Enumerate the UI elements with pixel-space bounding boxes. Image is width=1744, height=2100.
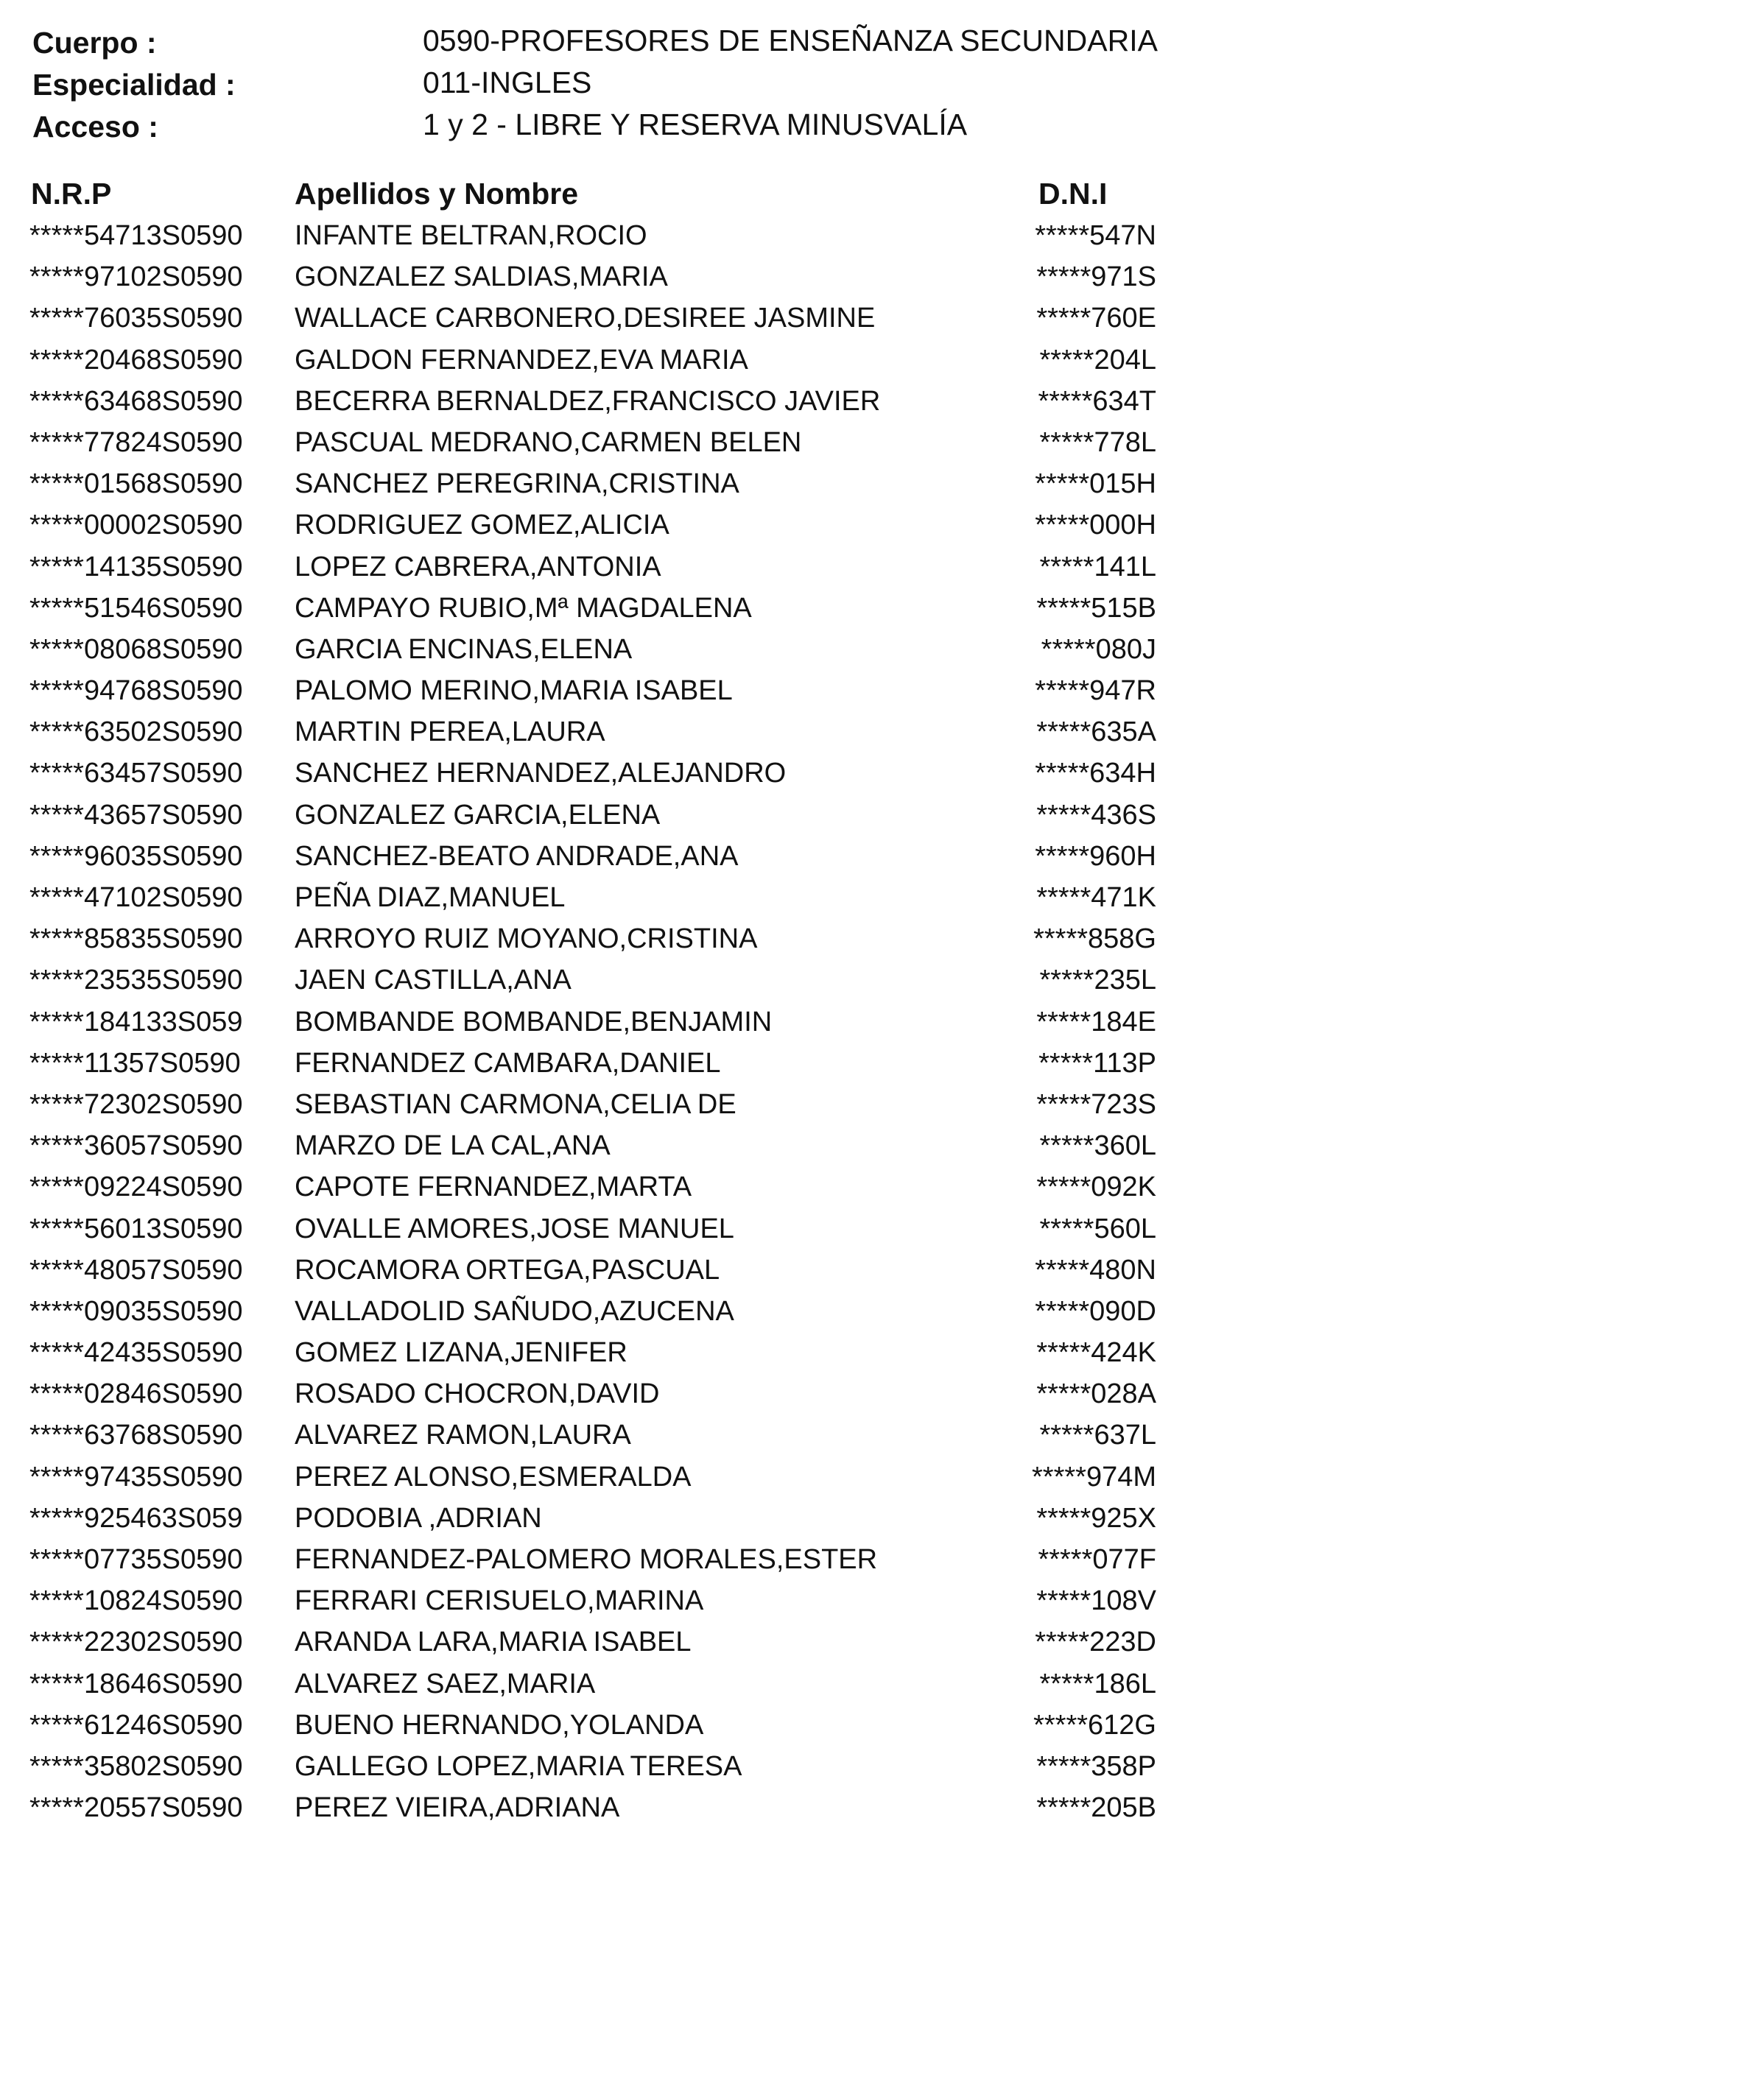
name-cell: ROCAMORA ORTEGA,PASCUAL — [295, 1254, 720, 1286]
name-cell: PEREZ ALONSO,ESMERALDA — [295, 1461, 692, 1493]
table-row — [29, 1001, 1178, 1043]
nrp-cell: *****63468S0590 — [29, 385, 243, 417]
table-row — [29, 1291, 1178, 1332]
dni-cell: *****635A — [1036, 716, 1156, 748]
name-cell: MARTIN PEREA,LAURA — [295, 716, 605, 748]
name-cell: SEBASTIAN CARMONA,CELIA DE — [295, 1088, 736, 1120]
dni-cell: *****204L — [1039, 344, 1156, 376]
dni-cell: *****723S — [1036, 1088, 1156, 1120]
nrp-cell: *****18646S0590 — [29, 1668, 243, 1699]
table-row — [29, 381, 1178, 422]
dni-cell: *****028A — [1036, 1378, 1156, 1410]
nrp-cell: *****22302S0590 — [29, 1627, 243, 1658]
name-cell: PEREZ VIEIRA,ADRIANA — [295, 1792, 620, 1824]
dni-cell: *****560L — [1039, 1213, 1156, 1244]
column-header-name: Apellidos y Nombre — [295, 177, 579, 211]
name-cell: CAMPAYO RUBIO,Mª MAGDALENA — [295, 592, 752, 624]
nrp-cell: *****42435S0590 — [29, 1337, 243, 1369]
dni-cell: *****436S — [1036, 799, 1156, 831]
nrp-cell: *****97435S0590 — [29, 1461, 243, 1493]
nrp-cell: *****72302S0590 — [29, 1088, 243, 1120]
dni-cell: *****471K — [1036, 882, 1156, 913]
name-cell: SANCHEZ PEREGRINA,CRISTINA — [295, 468, 739, 500]
name-cell: BECERRA BERNALDEZ,FRANCISCO JAVIER — [295, 385, 881, 417]
nrp-cell: *****00002S0590 — [29, 510, 243, 541]
nrp-cell: *****47102S0590 — [29, 882, 243, 913]
table-row — [29, 629, 1178, 670]
dni-cell: *****090D — [1035, 1295, 1156, 1327]
table-row — [29, 1787, 1178, 1828]
dni-cell: *****360L — [1039, 1130, 1156, 1162]
nrp-cell: *****43657S0590 — [29, 799, 243, 831]
table-row — [29, 215, 1178, 256]
especialidad-value: 011-INGLES — [423, 66, 592, 99]
table-row — [29, 711, 1178, 753]
table-row — [29, 1621, 1178, 1663]
nrp-cell: *****63457S0590 — [29, 758, 243, 789]
name-cell: ARANDA LARA,MARIA ISABEL — [295, 1627, 692, 1658]
nrp-cell: *****63768S0590 — [29, 1420, 243, 1451]
dni-cell: *****000H — [1035, 510, 1156, 541]
table-row — [29, 1166, 1178, 1208]
table-row — [29, 959, 1178, 1001]
dni-cell: *****974M — [1032, 1461, 1156, 1493]
name-cell: JAEN CASTILLA,ANA — [295, 965, 572, 996]
dni-cell: *****547N — [1035, 220, 1156, 251]
table-row — [29, 297, 1178, 339]
cuerpo-row — [32, 22, 1284, 64]
nrp-cell: *****07735S0590 — [29, 1544, 243, 1575]
name-cell: GONZALEZ GARCIA,ELENA — [295, 799, 661, 831]
table-row — [29, 422, 1178, 463]
acceso-row — [32, 106, 1284, 148]
dni-cell: *****015H — [1035, 468, 1156, 500]
name-cell: LOPEZ CABRERA,ANTONIA — [295, 551, 661, 582]
table-row — [29, 1456, 1178, 1498]
nrp-cell: *****20557S0590 — [29, 1792, 243, 1824]
name-cell: ALVAREZ RAMON,LAURA — [295, 1420, 631, 1451]
table-row — [29, 1746, 1178, 1787]
nrp-cell: *****925463S059 — [29, 1502, 243, 1534]
nrp-cell: *****97102S0590 — [29, 261, 243, 293]
name-cell: ARROYO RUIZ MOYANO,CRISTINA — [295, 923, 758, 955]
nrp-cell: *****09224S0590 — [29, 1171, 243, 1203]
dni-cell: *****235L — [1039, 965, 1156, 996]
table-row — [29, 256, 1178, 297]
name-cell: SANCHEZ-BEATO ANDRADE,ANA — [295, 840, 739, 872]
name-cell: SANCHEZ HERNANDEZ,ALEJANDRO — [295, 758, 787, 789]
name-cell: INFANTE BELTRAN,ROCIO — [295, 220, 647, 251]
especialidad-row — [32, 64, 1284, 106]
nrp-cell: *****184133S059 — [29, 1006, 243, 1037]
dni-cell: *****358P — [1036, 1750, 1156, 1782]
nrp-cell: *****36057S0590 — [29, 1130, 243, 1162]
dni-cell: *****637L — [1039, 1420, 1156, 1451]
nrp-cell: *****94768S0590 — [29, 675, 243, 707]
dni-cell: *****186L — [1039, 1668, 1156, 1699]
name-cell: PASCUAL MEDRANO,CARMEN BELEN — [295, 426, 802, 458]
table-row — [29, 1208, 1178, 1250]
dni-cell: *****424K — [1036, 1337, 1156, 1369]
table-row — [29, 1373, 1178, 1414]
nrp-cell: *****02846S0590 — [29, 1378, 243, 1410]
nrp-cell: *****56013S0590 — [29, 1213, 243, 1244]
name-cell: OVALLE AMORES,JOSE MANUEL — [295, 1213, 734, 1244]
dni-cell: *****077F — [1038, 1544, 1156, 1575]
table-row — [29, 1414, 1178, 1456]
nrp-cell: *****09035S0590 — [29, 1295, 243, 1327]
dni-cell: *****480N — [1035, 1254, 1156, 1286]
name-cell: PODOBIA ,ADRIAN — [295, 1502, 542, 1534]
dni-cell: *****778L — [1039, 426, 1156, 458]
nrp-cell: *****14135S0590 — [29, 551, 243, 582]
name-cell: FERNANDEZ CAMBARA,DANIEL — [295, 1047, 721, 1079]
dni-cell: *****205B — [1036, 1792, 1156, 1824]
table-body — [29, 215, 1178, 1828]
table-row — [29, 504, 1178, 546]
nrp-cell: *****54713S0590 — [29, 220, 243, 251]
nrp-cell: *****23535S0590 — [29, 965, 243, 996]
table-row — [29, 1705, 1178, 1746]
dni-cell: *****080J — [1041, 633, 1156, 665]
name-cell: GONZALEZ SALDIAS,MARIA — [295, 261, 668, 293]
table-row — [29, 877, 1178, 918]
nrp-cell: *****85835S0590 — [29, 923, 243, 955]
dni-cell: *****858G — [1033, 923, 1156, 955]
nrp-cell: *****20468S0590 — [29, 344, 243, 376]
name-cell: ALVAREZ SAEZ,MARIA — [295, 1668, 596, 1699]
table-row — [29, 1498, 1178, 1539]
dni-cell: *****634T — [1038, 385, 1156, 417]
table-row — [29, 836, 1178, 877]
table-row — [29, 794, 1178, 836]
dni-cell: *****612G — [1033, 1709, 1156, 1741]
name-cell: GALDON FERNANDEZ,EVA MARIA — [295, 344, 748, 376]
name-cell: GARCIA ENCINAS,ELENA — [295, 633, 633, 665]
acceso-value: 1 y 2 - LIBRE Y RESERVA MINUSVALÍA — [423, 108, 968, 141]
table-row — [29, 1539, 1178, 1580]
dni-cell: *****113P — [1038, 1047, 1156, 1079]
name-cell: PEÑA DIAZ,MANUEL — [295, 882, 566, 913]
nrp-cell: *****51546S0590 — [29, 592, 243, 624]
table-row — [29, 1084, 1178, 1125]
table-row — [29, 753, 1178, 794]
nrp-cell: *****11357S0590 — [29, 1047, 241, 1079]
name-cell: BOMBANDE BOMBANDE,BENJAMIN — [295, 1006, 773, 1037]
name-cell: GOMEZ LIZANA,JENIFER — [295, 1337, 627, 1369]
cuerpo-label: Cuerpo : — [32, 26, 157, 60]
name-cell: ROSADO CHOCRON,DAVID — [295, 1378, 660, 1410]
dni-cell: *****760E — [1036, 303, 1156, 334]
dni-cell: *****108V — [1036, 1585, 1156, 1617]
dni-cell: *****960H — [1035, 840, 1156, 872]
table-row — [29, 1332, 1178, 1373]
name-cell: PALOMO MERINO,MARIA ISABEL — [295, 675, 733, 707]
table-row — [29, 463, 1178, 504]
table-row — [29, 918, 1178, 959]
nrp-cell: *****77824S0590 — [29, 426, 243, 458]
nrp-cell: *****61246S0590 — [29, 1709, 243, 1741]
name-cell: RODRIGUEZ GOMEZ,ALICIA — [295, 510, 669, 541]
nrp-cell: *****63502S0590 — [29, 716, 243, 748]
name-cell: MARZO DE LA CAL,ANA — [295, 1130, 611, 1162]
name-cell: VALLADOLID SAÑUDO,AZUCENA — [295, 1295, 734, 1327]
document-header — [32, 22, 1284, 148]
name-cell: FERNANDEZ-PALOMERO MORALES,ESTER — [295, 1544, 878, 1575]
nrp-cell: *****76035S0590 — [29, 303, 243, 334]
name-cell: FERRARI CERISUELO,MARINA — [295, 1585, 704, 1617]
nrp-cell: *****08068S0590 — [29, 633, 243, 665]
nrp-cell: *****10824S0590 — [29, 1585, 243, 1617]
dni-cell: *****141L — [1039, 551, 1156, 582]
especialidad-label: Especialidad : — [32, 68, 236, 102]
dni-cell: *****971S — [1036, 261, 1156, 293]
dni-cell: *****925X — [1036, 1502, 1156, 1534]
table-row — [29, 1125, 1178, 1166]
dni-cell: *****223D — [1035, 1627, 1156, 1658]
nrp-cell: *****48057S0590 — [29, 1254, 243, 1286]
name-cell: GALLEGO LOPEZ,MARIA TERESA — [295, 1750, 742, 1782]
dni-cell: *****947R — [1035, 675, 1156, 707]
cuerpo-value: 0590-PROFESORES DE ENSEÑANZA SECUNDARIA — [423, 24, 1158, 57]
table-header — [29, 175, 1178, 212]
name-cell: WALLACE CARBONERO,DESIREE JASMINE — [295, 303, 876, 334]
name-cell: BUENO HERNANDO,YOLANDA — [295, 1709, 704, 1741]
nrp-cell: *****01568S0590 — [29, 468, 243, 500]
acceso-label: Acceso : — [32, 110, 158, 144]
nrp-cell: *****35802S0590 — [29, 1750, 243, 1782]
table-row — [29, 1580, 1178, 1621]
name-cell: CAPOTE FERNANDEZ,MARTA — [295, 1171, 692, 1203]
dni-cell: *****515B — [1036, 592, 1156, 624]
table-row — [29, 1043, 1178, 1084]
dni-cell: *****634H — [1035, 758, 1156, 789]
table-row — [29, 1250, 1178, 1291]
table-row — [29, 339, 1178, 381]
nrp-cell: *****96035S0590 — [29, 840, 243, 872]
table-row — [29, 546, 1178, 588]
column-header-nrp: N.R.P — [31, 177, 112, 211]
table-row — [29, 670, 1178, 711]
dni-cell: *****184E — [1036, 1006, 1156, 1037]
candidates-table — [29, 175, 1178, 1828]
table-row — [29, 588, 1178, 629]
table-row — [29, 1663, 1178, 1705]
column-header-dni: D.N.I — [1038, 177, 1108, 211]
dni-cell: *****092K — [1036, 1171, 1156, 1203]
